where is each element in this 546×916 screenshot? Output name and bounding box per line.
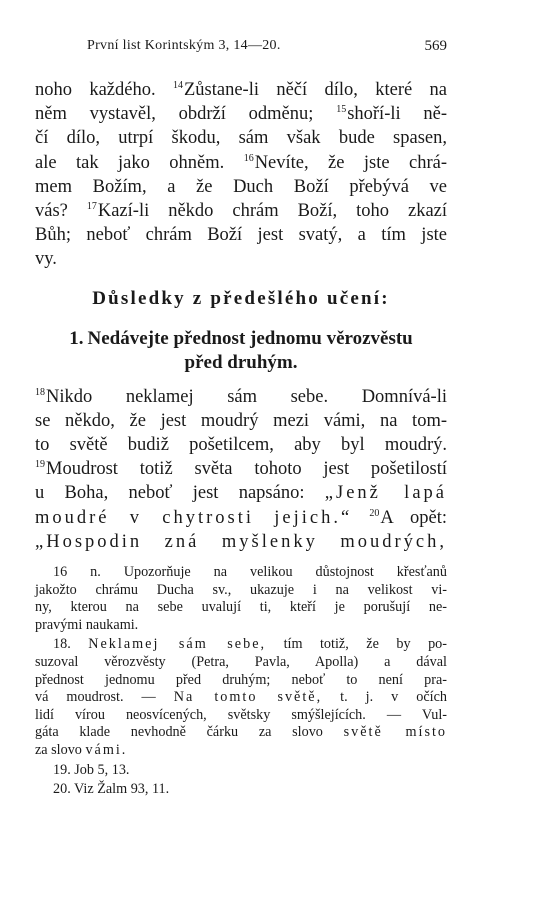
verse-number: 18 [35,386,45,398]
text-line: $^{18}$Nikdo neklamej sám sebe. Domnívá-li [35,386,447,407]
footnotes [35,564,447,799]
text-line: noho každého. $^{14}$Zůstane-li něčí dílo, které na [35,80,448,100]
text-line: mem Božím, a že Duch Boží přebývá ve [35,176,447,197]
text-line: ale tak jako ohněm. $^{16}$Nevíte, že jste chrá- [35,152,447,173]
text-line: čí dílo, utrpí škodu, sám však bude spasen, [35,128,447,149]
verse-number: 14 [172,80,183,91]
text-line: moudré v chytrosti jejich.“ $^{20}$A opět: [35,507,447,528]
main-text [35,78,447,272]
paragraph-verses-14-17 [35,78,447,272]
footnote-18: 18. Neklamej sám sebe, tím totiž, že by po- suzoval věrozvěsty (Petra, Pavla, Apolla) a dával přednost jednomu před druhým; neboť to není pra- vá moudrost. — Na tomto světě, t. j. v očích lidí vírou neosvícených, světsky smýšlejících. — Vul- gáta klade nevhodně čárku za slovo světě místo za slovo vámi. [35,636,448,758]
running-header [35,38,447,60]
verse-number: 19 [35,459,45,471]
book-page [35,38,447,801]
text-line: „Hospodin zná myšlenky moudrých, [35,531,447,552]
footnote-20: 20. Viz Žalm 93, 11. [53,781,170,798]
sub-heading: 1. Nedávejte přednost jednomu věrozvěstu před druhým. [69,327,413,373]
text-line: to světě budiž pošetilcem, aby byl moudrý. [35,435,447,456]
footnote-16: 16 n. Upozorňuje na velikou důstojnost křesťanů jakožto chrámu Ducha sv., ukazuje i na velikost vi- ny, kterou na sebe uvalují ti, kteří je porušují ne- pravými naukami. [35,564,447,633]
heading-number: 1. [69,327,84,349]
section-heading: Důsledky z předešlého učení: [92,287,390,309]
verse-number: 16 [243,152,254,164]
text-line: Bůh; neboť chrám Boží jest svatý, a tím jste [35,225,447,246]
verse-number: 15 [336,104,347,116]
main-text-2 [35,385,447,554]
text-line: $^{19}$Moudrost totiž světa tohoto jest pošetilostí [35,459,447,480]
verse-number: 20 [369,507,380,519]
footnote-19: 19. Job 5, 13. [53,761,130,778]
text-line: se někdo, že jest moudrý mezi vámi, na tom- [35,410,447,431]
verse-number: 17 [86,201,97,213]
text-line: vy. [35,249,57,270]
text-line: vás? $^{17}$Kazí-li někdo chrám Boží, toho zkazí [35,201,448,222]
paragraph-verses-18-20 [35,385,447,554]
text-line: něm vystavěl, obdrží odměnu; $^{15}$shoří-li ně- [35,104,448,125]
page-number: 569 [424,38,447,54]
running-title: První list Korintským 3, 14—20. [87,38,281,53]
text-line: u Boha, neboť jest napsáno: „Jenž lapá [35,483,447,504]
